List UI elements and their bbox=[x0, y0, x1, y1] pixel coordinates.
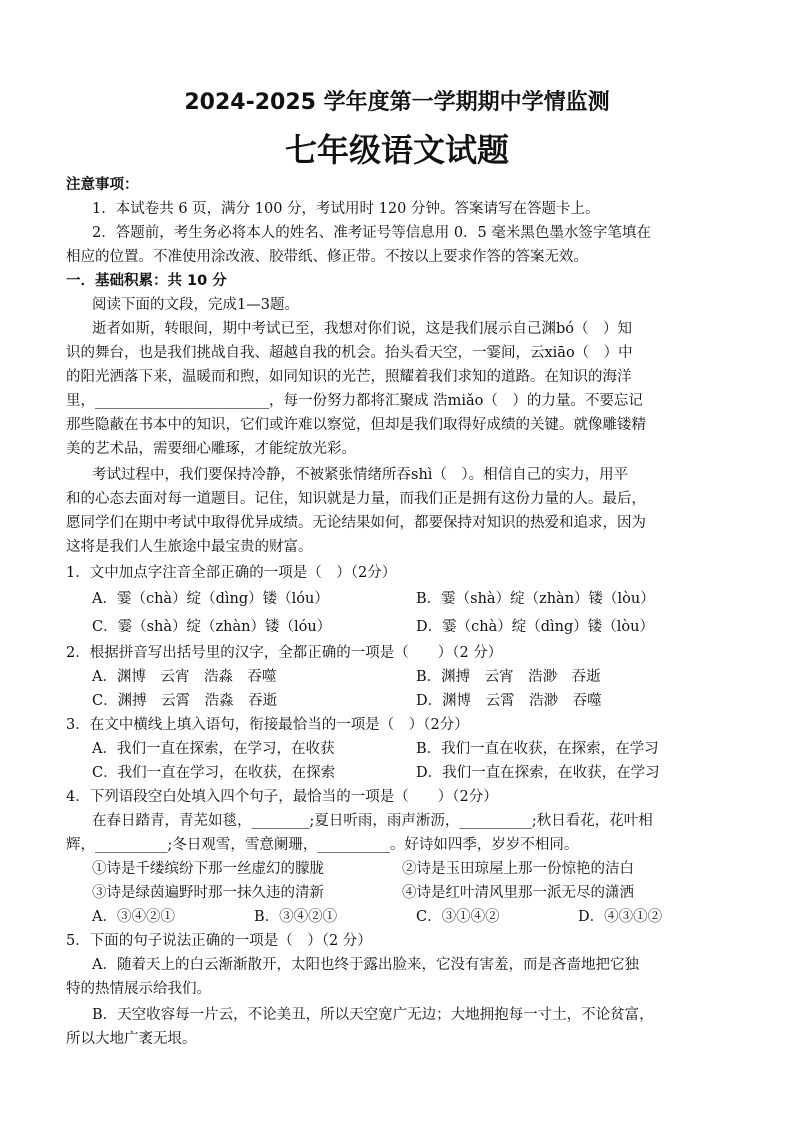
question-2-option-b: B．渊搏 云宵 浩渺 吞逝 bbox=[416, 669, 601, 685]
question-4-option-b: B．③④②① bbox=[254, 909, 338, 925]
question-4-sentence-4: ④诗是红叶清风里那一派无尽的潇洒 bbox=[402, 885, 634, 901]
question-4-sentence-3: ③诗是绿茵遍野时那一抹久违的清新 bbox=[92, 885, 324, 901]
notice-item-2-line1: 2．答题前，考生务必将本人的姓名、准考证号等信息用 0．5 毫米黑色墨水签字笔填在 bbox=[92, 225, 651, 241]
passage-line: 和的心态去面对每一道题目。记住，知识就是力量，而我们正是拥有这份力量的人。最后， bbox=[66, 491, 646, 507]
question-1-option-a: A．霎（chà）绽（dìng）镂（lóu） bbox=[92, 591, 329, 607]
section-1-intro: 阅读下面的文段，完成1—3题。 bbox=[92, 297, 299, 313]
question-4-sentence-1: ①诗是千缕缤纷下那一丝虚幻的朦胧 bbox=[92, 861, 324, 877]
question-3-option-c: C．我们一直在学习，在收获，在探索 bbox=[92, 765, 336, 781]
question-3-option-d: D．我们一直在探索，在收获，在学习 bbox=[416, 765, 660, 781]
question-5-option-a-line1: A．随着天上的白云渐渐散开，太阳也终于露出脸来，它没有害羞，而是吝啬地把它独 bbox=[92, 957, 639, 973]
passage-line: 里，________________________，每一份努力都将汇聚成 浩miǎo（ ）的力量。不要忘记 bbox=[66, 393, 643, 409]
question-5-stem: 5．下面的句子说法正确的一项是（ ）（2 分） bbox=[66, 933, 372, 949]
question-5-option-a-line2: 特的热情展示给我们。 bbox=[66, 981, 211, 997]
question-4-text-line2: 辉，__________;冬日观雪，雪意阑珊，__________。好诗如四季，岁岁不相同。 bbox=[66, 837, 579, 853]
question-4-stem: 4．下列语段空白处填入四个句子，最恰当的一项是（ ）（2分） bbox=[66, 789, 498, 805]
question-4-option-d: D．④③①② bbox=[578, 909, 663, 925]
question-2-option-d: D．渊博 云霄 浩渺 吞噬 bbox=[416, 693, 602, 709]
question-5-option-b-line2: 所以大地广袤无垠。 bbox=[66, 1031, 197, 1047]
question-1-option-d: D．霎（chà）绽（dìng）镂（lòu） bbox=[416, 619, 654, 635]
question-1-stem: 1．文中加点字注音全部正确的一项是（ ）（2分） bbox=[66, 565, 397, 581]
question-4-option-a: A．③④②① bbox=[92, 909, 175, 925]
question-2-option-c: C．渊搏 云霄 浩淼 吞逝 bbox=[92, 693, 278, 709]
question-3-stem: 3．在文中横线上填入语句，衔接最恰当的一项是（ ）（2分） bbox=[66, 717, 469, 733]
passage-line: 美的艺术品，需要细心雕琢，才能绽放光彩。 bbox=[66, 441, 356, 457]
section-1-heading: 一．基础积累：共 10 分 bbox=[66, 273, 227, 289]
question-5-option-b-line1: B．天空收容每一片云，不论美丑，所以天空宽广无边；大地拥抱每一寸土，不论贫富， bbox=[92, 1007, 654, 1023]
question-1-option-b: B．霎（shà）绽（zhàn）镂（lòu） bbox=[416, 591, 655, 607]
passage-line: 的阳光洒落下来，温暖而和煦，如同知识的光芒，照耀着我们求知的道路。在知识的海洋 bbox=[66, 369, 632, 385]
notice-item-1: 1．本试卷共 6 页，满分 100 分，考试用时 120 分钟。答案请写在答题卡上。 bbox=[92, 201, 600, 217]
passage-line: 考试过程中，我们要保持冷静，不被紧张情绪所吞shì（ ）。相信自己的实力，用平 bbox=[92, 467, 629, 483]
passage-line: 愿同学们在期中考试中取得优异成绩。无论结果如何，都要保持对知识的热爱和追求，因为 bbox=[66, 515, 646, 531]
passage-line: 这将是我们人生旅途中最宝贵的财富。 bbox=[66, 539, 313, 555]
passage-line: 识的舞台，也是我们挑战自我、超越自我的机会。抬头看天空，一霎间，云xiāo（ ）中 bbox=[66, 345, 633, 361]
question-4-option-c: C．③①④② bbox=[416, 909, 500, 925]
passage-line: 逝者如斯，转眼间，期中考试已至，我想对你们说，这是我们展示自己渊bó（ ）知 bbox=[92, 321, 633, 337]
exam-term-title: 2024-2025 学年度第一学期期中学情监测 bbox=[184, 90, 610, 115]
notice-item-2-line2: 相应的位置。不准使用涂改液、胶带纸、修正带。不按以上要求作答的答案无效。 bbox=[66, 249, 588, 265]
question-1-option-c: C．霎（shà）绽（zhàn）镂（lóu） bbox=[92, 619, 332, 635]
passage-line: 那些隐蔽在书本中的知识，它们或许难以察觉，但却是我们取得好成绩的关键。就像雕镂精 bbox=[66, 417, 646, 433]
question-4-sentence-2: ②诗是玉田琼屋上那一份惊艳的洁白 bbox=[402, 861, 634, 877]
question-2-option-a: A．渊博 云宵 浩淼 吞噬 bbox=[92, 669, 277, 685]
question-3-option-a: A．我们一直在探索，在学习，在收获 bbox=[92, 741, 335, 757]
question-3-option-b: B．我们一直在收获，在探索，在学习 bbox=[416, 741, 659, 757]
question-2-stem: 2．根据拼音写出括号里的汉字，全都正确的一项是（ ）（2 分） bbox=[66, 645, 503, 661]
question-4-text-line1: 在春日踏青，青芜如毯，________;夏日听雨，雨声淅沥，__________;秋日看花，花叶相 bbox=[92, 813, 653, 829]
exam-subject-title: 七年级语文试题 bbox=[284, 131, 509, 169]
notice-heading: 注意事项： bbox=[66, 177, 139, 193]
